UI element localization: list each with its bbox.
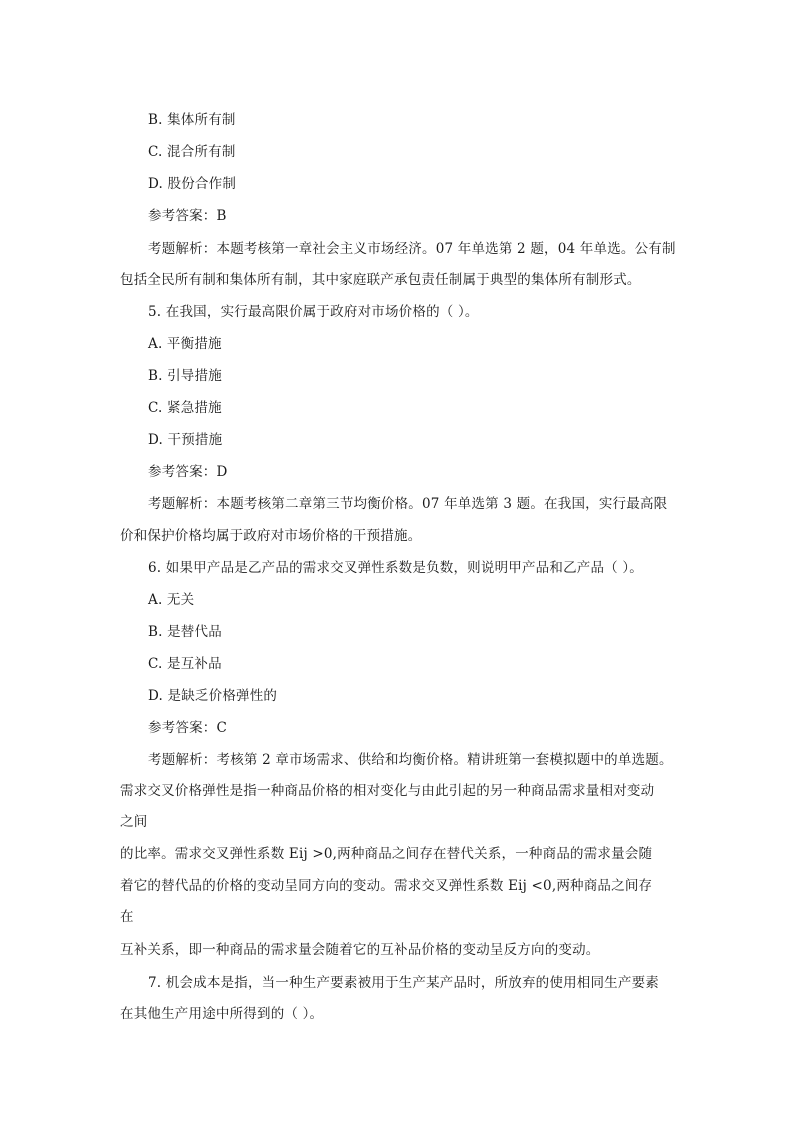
question-7-line-1: 7. 机会成本是指，当一种生产要素被用于生产某产品时，所放弃的使用相同生产要素 — [148, 975, 659, 991]
q6-option-b: B. 是替代品 — [148, 624, 222, 640]
analysis-q6-line-7: 互补关系，即一种商品的需求量会随着它的互补品价格的变动呈反方向的变动。 — [120, 942, 600, 958]
option-b-collective-ownership: B. 集体所有制 — [148, 112, 236, 128]
analysis-q6-line-2: 需求交叉价格弹性是指一种商品价格的相对变化与由此引起的另一种商品需求量相对变动 — [120, 783, 655, 799]
analysis-q6-line-5: 着它的替代品的价格的变动呈同方向的变动。需求交叉弹性系数 Eij <0,两种商品之间存 — [120, 878, 653, 894]
option-c-mixed-ownership: C. 混合所有制 — [148, 144, 236, 160]
answer-q4: 参考答案：B — [148, 208, 227, 224]
analysis-q5-line-1: 考题解析：本题考核第二章第三节均衡价格。07 年单选第 3 题。在我国，实行最高限 — [148, 496, 668, 512]
q5-option-d: D. 干预措施 — [148, 432, 223, 448]
analysis-q5-line-2: 价和保护价格均属于政府对市场价格的干预措施。 — [120, 528, 422, 544]
q5-option-b: B. 引导措施 — [148, 368, 222, 384]
question-5: 5. 在我国，实行最高限价属于政府对市场价格的（ ）。 — [148, 304, 479, 320]
question-7-line-2: 在其他生产用途中所得到的（ ）。 — [120, 1006, 324, 1022]
q5-option-a: A. 平衡措施 — [148, 336, 222, 352]
option-d-joint-stock-cooperative: D. 股份合作制 — [148, 176, 237, 192]
answer-q5: 参考答案：D — [148, 464, 228, 480]
analysis-q6-line-3: 之间 — [120, 814, 148, 830]
analysis-q4-line-1: 考题解析：本题考核第一章社会主义市场经济。07 年单选第 2 题，04 年单选。公有制 — [148, 241, 676, 257]
q6-option-d: D. 是缺乏价格弹性的 — [148, 688, 278, 704]
q5-option-c: C. 紧急措施 — [148, 400, 222, 416]
answer-q6: 参考答案：C — [148, 720, 228, 736]
analysis-q4-line-2: 包括全民所有制和集体所有制，其中家庭联产承包责任制属于典型的集体所有制形式。 — [120, 272, 641, 288]
analysis-q6-line-4: 的比率。需求交叉弹性系数 Eij >0,两种商品之间存在替代关系，一种商品的需求量会随 — [120, 846, 653, 862]
question-6: 6. 如果甲产品是乙产品的需求交叉弹性系数是负数，则说明甲产品和乙产品（ ）。 — [148, 560, 644, 576]
analysis-q6-line-6: 在 — [120, 909, 134, 925]
q6-option-c: C. 是互补品 — [148, 656, 222, 672]
q6-option-a: A. 无关 — [148, 592, 195, 608]
analysis-q6-line-1: 考题解析：考核第 2 章市场需求、供给和均衡价格。精讲班第一套模拟题中的单选题。 — [148, 752, 673, 768]
